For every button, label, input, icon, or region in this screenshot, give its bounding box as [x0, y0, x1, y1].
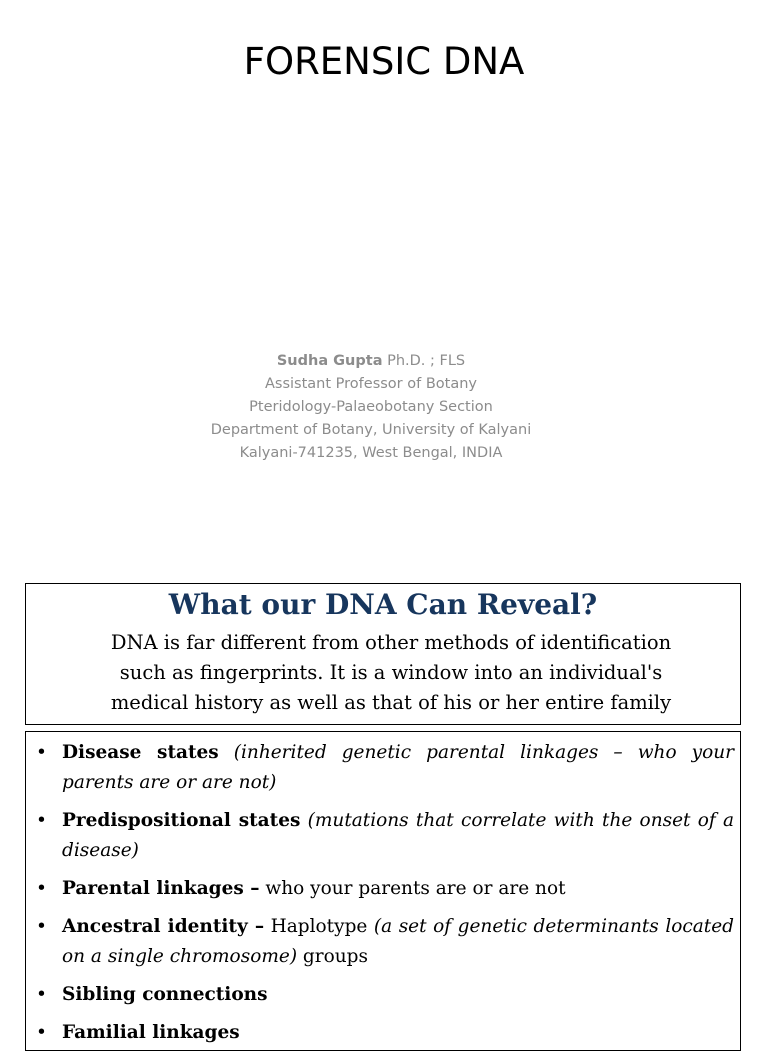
list-item [32, 980, 734, 1010]
author-department: Department of Botany, University of Kalyani [210, 422, 532, 438]
item-term: Parental linkages [62, 878, 244, 899]
item-italic: (mutations that correlate with the onset of a disease) [62, 810, 734, 861]
bullet-icon: • [36, 916, 47, 937]
item-italic: (a set of genetic determinants located on a single chromosome) [62, 916, 735, 967]
item-italic: (inherited genetic parental linkages – who your parents are or are not) [62, 742, 734, 793]
slide-title: FORENSIC DNA [243, 40, 525, 83]
item-term: Predispositional states [62, 810, 301, 831]
item-text-after: groups [297, 946, 369, 967]
list-item [32, 738, 734, 798]
bullet-icon: • [36, 742, 47, 763]
item-term: Familial linkages [62, 1022, 240, 1043]
bullet-icon: • [36, 810, 47, 831]
reveal-box [25, 583, 741, 725]
reveal-list-box [25, 731, 741, 1051]
reveal-list [32, 738, 734, 1056]
author-section: Pteridology-Palaeobotany Section [249, 399, 493, 415]
reveal-text [46, 628, 736, 718]
author-degrees: Ph.D. ; FLS [382, 353, 466, 369]
bullet-icon: • [36, 1022, 47, 1043]
bullet-icon: • [36, 878, 47, 899]
reveal-heading: What our DNA Can Reveal? [168, 588, 598, 621]
list-item [32, 912, 734, 972]
list-item [32, 1018, 734, 1048]
author-name: Sudha Gupta [276, 353, 383, 369]
author-block [0, 350, 742, 465]
author-address: Kalyani-741235, West Bengal, INDIA [239, 445, 503, 461]
item-text: Haplotype [264, 916, 374, 937]
author-line [0, 350, 742, 373]
item-separator: – [247, 916, 265, 937]
bullet-icon: • [36, 984, 47, 1005]
item-text: who your parents are or are not [259, 878, 566, 899]
list-item [32, 874, 734, 904]
item-separator: – [243, 878, 260, 899]
item-term: Ancestral identity [62, 916, 248, 937]
item-term: Disease states [62, 742, 219, 763]
reveal-line-3: medical history as well as that of his or her entire family [110, 691, 672, 714]
reveal-line-1: DNA is far different from other methods of identification [110, 631, 672, 654]
reveal-line-2: such as fingerprints. It is a window into an individual's [119, 661, 663, 684]
list-item [32, 806, 734, 866]
author-position: Assistant Professor of Botany [265, 376, 477, 392]
item-term: Sibling connections [62, 984, 268, 1005]
